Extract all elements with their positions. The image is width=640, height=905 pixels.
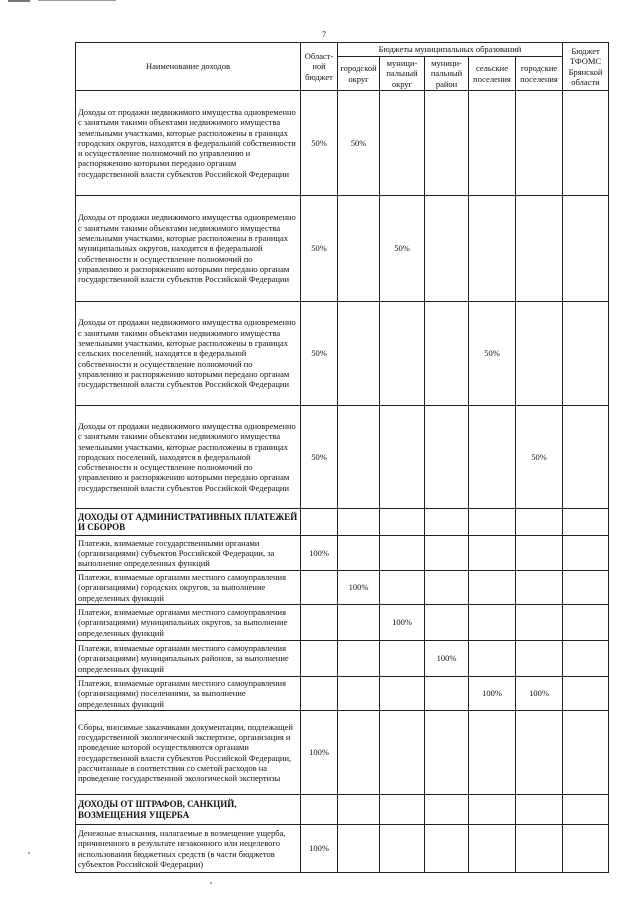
share-cell <box>469 509 516 536</box>
share-cell: 50% <box>301 91 338 196</box>
share-cell: 100% <box>516 677 563 711</box>
share-cell: 100% <box>425 641 469 677</box>
share-cell <box>338 605 380 641</box>
share-cell <box>380 302 425 406</box>
share-cell <box>425 196 469 302</box>
scan-header-mark <box>8 0 118 3</box>
share-cell <box>338 795 380 825</box>
share-cell <box>425 406 469 509</box>
share-cell <box>469 536 516 571</box>
income-name-cell: Доходы от продажи недвижимого имущества одновременно с занятыми такими объектами недвижимого имущества земельными участками, которые расположены в границах муниципальных округов, находятся в федеральной собственности и осуществление полномочий по управлению и распоряжению которыми передано органам государственной власти субъектов Российской Федерации <box>76 196 301 302</box>
table-row <box>76 406 609 509</box>
share-cell: 50% <box>301 406 338 509</box>
share-cell <box>301 641 338 677</box>
share-cell: 50% <box>338 91 380 196</box>
table-row <box>76 677 609 711</box>
income-name-cell: Платежи, взимаемые государственными органами (организациями) субъектов Российской Федерации, за выполнение определенных функций <box>76 536 301 571</box>
share-cell <box>563 795 609 825</box>
share-cell <box>380 677 425 711</box>
share-cell <box>380 795 425 825</box>
share-cell <box>469 196 516 302</box>
header-regional-budget: Област-ной бюджет <box>301 43 338 91</box>
table-row <box>76 302 609 406</box>
header-urban-settlements: городские поселения <box>516 57 563 91</box>
share-cell <box>563 605 609 641</box>
share-cell <box>469 795 516 825</box>
table-row <box>76 825 609 873</box>
revenue-distribution-table <box>75 42 609 873</box>
share-cell <box>516 795 563 825</box>
table-row <box>76 536 609 571</box>
section-title: ДОХОДЫ ОТ ШТРАФОВ, САНКЦИЙ, ВОЗМЕЩЕНИЯ УЩЕРБА <box>76 795 301 825</box>
share-cell <box>516 641 563 677</box>
table-row <box>76 571 609 605</box>
share-cell <box>338 302 380 406</box>
page-number: 7 <box>322 30 326 39</box>
share-cell <box>301 795 338 825</box>
table-row <box>76 711 609 795</box>
share-cell <box>563 711 609 795</box>
share-cell <box>563 509 609 536</box>
share-cell <box>338 509 380 536</box>
share-cell <box>338 677 380 711</box>
share-cell <box>469 711 516 795</box>
share-cell <box>425 605 469 641</box>
share-cell <box>469 605 516 641</box>
share-cell: 100% <box>338 571 380 605</box>
share-cell <box>338 641 380 677</box>
header-income-name: Наименование доходов <box>76 43 301 91</box>
section-title: ДОХОДЫ ОТ АДМИНИСТРАТИВНЫХ ПЛАТЕЖЕЙ И СБОРОВ <box>76 509 301 536</box>
table-row <box>76 641 609 677</box>
share-cell <box>516 605 563 641</box>
share-cell <box>425 571 469 605</box>
share-cell <box>563 406 609 509</box>
scan-speck <box>210 882 212 884</box>
share-cell <box>380 406 425 509</box>
share-cell <box>338 711 380 795</box>
table-row <box>76 91 609 196</box>
header-city-district: городской округ <box>338 57 380 91</box>
share-cell <box>563 302 609 406</box>
share-cell <box>563 536 609 571</box>
share-cell <box>425 677 469 711</box>
share-cell <box>425 795 469 825</box>
share-cell <box>425 711 469 795</box>
share-cell <box>516 196 563 302</box>
share-cell <box>563 825 609 873</box>
share-cell <box>380 825 425 873</box>
share-cell <box>516 302 563 406</box>
income-name-cell: Доходы от продажи недвижимого имущества одновременно с занятыми такими объектами недвижимого имущества земельными участками, которые расположены в границах городских округов, находятся в федеральной собственности и осуществление полномочий по управлению и распоряжению которыми передано органам государственной власти субъектов Российской Федерации <box>76 91 301 196</box>
table-row <box>76 605 609 641</box>
header-rural-settlements: сельские поселения <box>469 57 516 91</box>
share-cell <box>380 536 425 571</box>
share-cell <box>301 677 338 711</box>
income-name-cell: Сборы, вносимые заказчиками документации, подлежащей государственной экологической экспертизе, организация и проведение которой осуществляются органами государственной власти субъектов Российской Федерации, рассчитанные в соответствии со сметой расходов на проведение государственной экологической экспертизы <box>76 711 301 795</box>
share-cell <box>563 641 609 677</box>
share-cell: 100% <box>301 711 338 795</box>
header-municipal-budgets: Бюджеты муниципальных образований <box>338 43 563 57</box>
income-name-cell: Денежные взыскания, налагаемые в возмещение ущерба, причиненного в результате незаконного или нецелевого использования бюджетных средств (в части бюджетов субъектов Российской Федерации) <box>76 825 301 873</box>
share-cell <box>516 711 563 795</box>
share-cell: 100% <box>301 536 338 571</box>
share-cell <box>338 406 380 509</box>
income-name-cell: Доходы от продажи недвижимого имущества одновременно с занятыми такими объектами недвижимого имущества земельными участками, которые расположены в границах сельских поселений, находятся в федеральной собственности и осуществление полномочий по управлению и распоряжению которыми передано органам государственной власти субъектов Российской Федерации <box>76 302 301 406</box>
header-tfoms-budget: Бюджет ТФОМС Брянской области <box>563 43 609 91</box>
share-cell: 100% <box>469 677 516 711</box>
share-cell <box>469 406 516 509</box>
table-row <box>76 196 609 302</box>
share-cell <box>380 711 425 795</box>
share-cell <box>425 302 469 406</box>
share-cell <box>516 571 563 605</box>
share-cell <box>469 571 516 605</box>
share-cell: 100% <box>380 605 425 641</box>
share-cell: 50% <box>380 196 425 302</box>
income-name-cell: Платежи, взимаемые органами местного самоуправления (организациями) поселениями, за выполнение определенных функций <box>76 677 301 711</box>
share-cell <box>516 509 563 536</box>
share-cell: 50% <box>469 302 516 406</box>
share-cell <box>516 536 563 571</box>
share-cell <box>380 571 425 605</box>
share-cell <box>338 536 380 571</box>
share-cell <box>380 641 425 677</box>
share-cell: 50% <box>301 196 338 302</box>
income-name-cell: Доходы от продажи недвижимого имущества одновременно с занятыми такими объектами недвижимого имущества земельными участками, которые расположены в границах городских поселений, находятся в федеральной собственности и осуществление полномочий по управлению и распоряжению которыми передано органам государственной власти субъектов Российской Федерации <box>76 406 301 509</box>
share-cell <box>380 91 425 196</box>
share-cell <box>301 571 338 605</box>
header-municipal-district: муници-пальный округ <box>380 57 425 91</box>
share-cell <box>516 91 563 196</box>
share-cell <box>380 509 425 536</box>
income-name-cell: Платежи, взимаемые органами местного самоуправления (организациями) городских округов, за выполнение определенных функций <box>76 571 301 605</box>
header-municipal-area: муници-пальный район <box>425 57 469 91</box>
income-name-cell: Платежи, взимаемые органами местного самоуправления (организациями) муниципальных округов, за выполнение определенных функций <box>76 605 301 641</box>
share-cell <box>469 91 516 196</box>
share-cell: 100% <box>301 825 338 873</box>
share-cell <box>516 825 563 873</box>
share-cell: 50% <box>516 406 563 509</box>
share-cell <box>425 91 469 196</box>
share-cell <box>425 825 469 873</box>
share-cell <box>563 677 609 711</box>
share-cell: 50% <box>301 302 338 406</box>
section-row <box>76 509 609 536</box>
share-cell <box>425 536 469 571</box>
share-cell <box>563 571 609 605</box>
share-cell <box>563 91 609 196</box>
share-cell <box>338 825 380 873</box>
share-cell <box>425 509 469 536</box>
scan-speck <box>28 852 30 854</box>
share-cell <box>338 196 380 302</box>
share-cell <box>301 605 338 641</box>
share-cell <box>469 825 516 873</box>
income-name-cell: Платежи, взимаемые органами местного самоуправления (организациями) муниципальных районов, за выполнение определенных функций <box>76 641 301 677</box>
share-cell <box>301 509 338 536</box>
share-cell <box>469 641 516 677</box>
share-cell <box>563 196 609 302</box>
section-row <box>76 795 609 825</box>
